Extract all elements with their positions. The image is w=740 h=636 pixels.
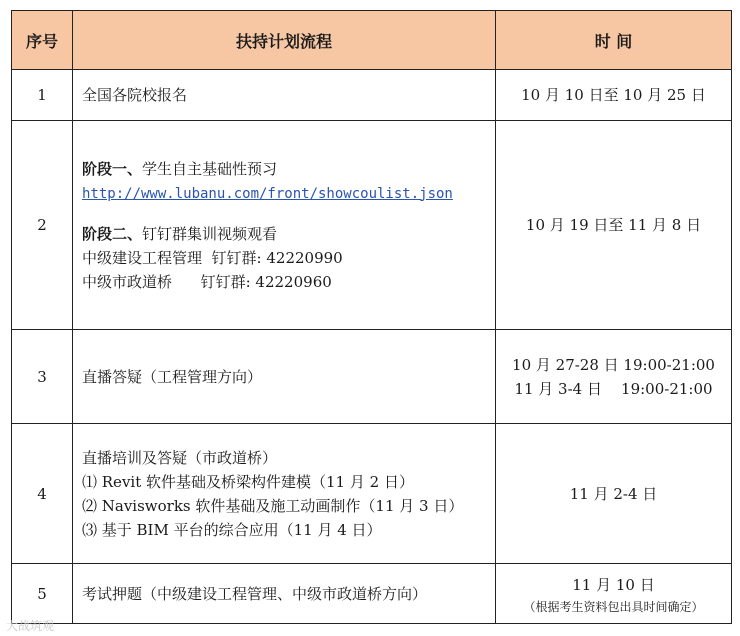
row-number: 3 xyxy=(12,330,73,424)
header-row xyxy=(12,11,732,70)
table-row xyxy=(12,121,732,330)
schedule-table xyxy=(11,10,732,624)
row-number: 5 xyxy=(12,564,73,624)
row-number: 4 xyxy=(12,424,73,564)
watermark: 大战筑观 xyxy=(6,619,55,633)
row-time: 11 月 2-4 日 xyxy=(496,424,732,564)
row-time: 10 月 19 日至 11 月 8 日 xyxy=(496,121,732,330)
table-row xyxy=(12,70,732,121)
row-time xyxy=(496,564,732,624)
row-time: 10 月 10 日至 10 月 25 日 xyxy=(496,70,732,121)
time-note: （根据考生资料包出具时间确定） xyxy=(523,599,704,614)
table-row xyxy=(12,564,732,624)
row-task xyxy=(73,121,496,330)
row-time xyxy=(496,330,732,424)
task-item-3: ⑶ 基于 BIM 平台的综合应用（11 月 4 日） xyxy=(82,520,382,539)
task-item-2: ⑵ Navisworks 软件基础及施工动画制作（11 月 3 日） xyxy=(82,496,464,515)
table-row xyxy=(12,424,732,564)
row-task: 全国各院校报名 xyxy=(73,70,496,121)
stage-one-title: 阶段一、 xyxy=(82,159,143,178)
row-number: 1 xyxy=(12,70,73,121)
row-task: 考试押题（中级建设工程管理、中级市政道桥方向） xyxy=(73,564,496,624)
header-time: 时 间 xyxy=(496,11,732,70)
stage-one-text: 学生自主基础性预习 xyxy=(142,159,278,178)
header-no: 序号 xyxy=(12,11,73,70)
time-main: 11 月 10 日 xyxy=(572,575,655,594)
stage-two-text: 钉钉群集训视频观看 xyxy=(142,224,278,243)
task-item-1: ⑴ Revit 软件基础及桥梁构件建模（11 月 2 日） xyxy=(82,472,414,491)
row-number: 2 xyxy=(12,121,73,330)
stage-one xyxy=(82,157,495,181)
time-line-2: 11 月 3-4 日 19:00-21:00 xyxy=(514,379,713,398)
task-title: 直播培训及答疑（市政道桥） xyxy=(82,448,278,467)
header-flow: 扶持计划流程 xyxy=(73,11,496,70)
stage-two-title: 阶段二、 xyxy=(82,224,143,243)
row-task xyxy=(73,424,496,564)
dingtalk-group-2: 中级市政道桥 钉钉群: 42220960 xyxy=(82,272,332,291)
table-row xyxy=(12,330,732,424)
time-line-1: 10 月 27-28 日 19:00-21:00 xyxy=(512,355,715,374)
course-link[interactable]: http://www.lubanu.com/front/showcoulist.json xyxy=(82,185,453,202)
stage-two xyxy=(82,222,495,246)
dingtalk-group-1: 中级建设工程管理 钉钉群: 42220990 xyxy=(82,248,343,267)
row-task: 直播答疑（工程管理方向） xyxy=(73,330,496,424)
